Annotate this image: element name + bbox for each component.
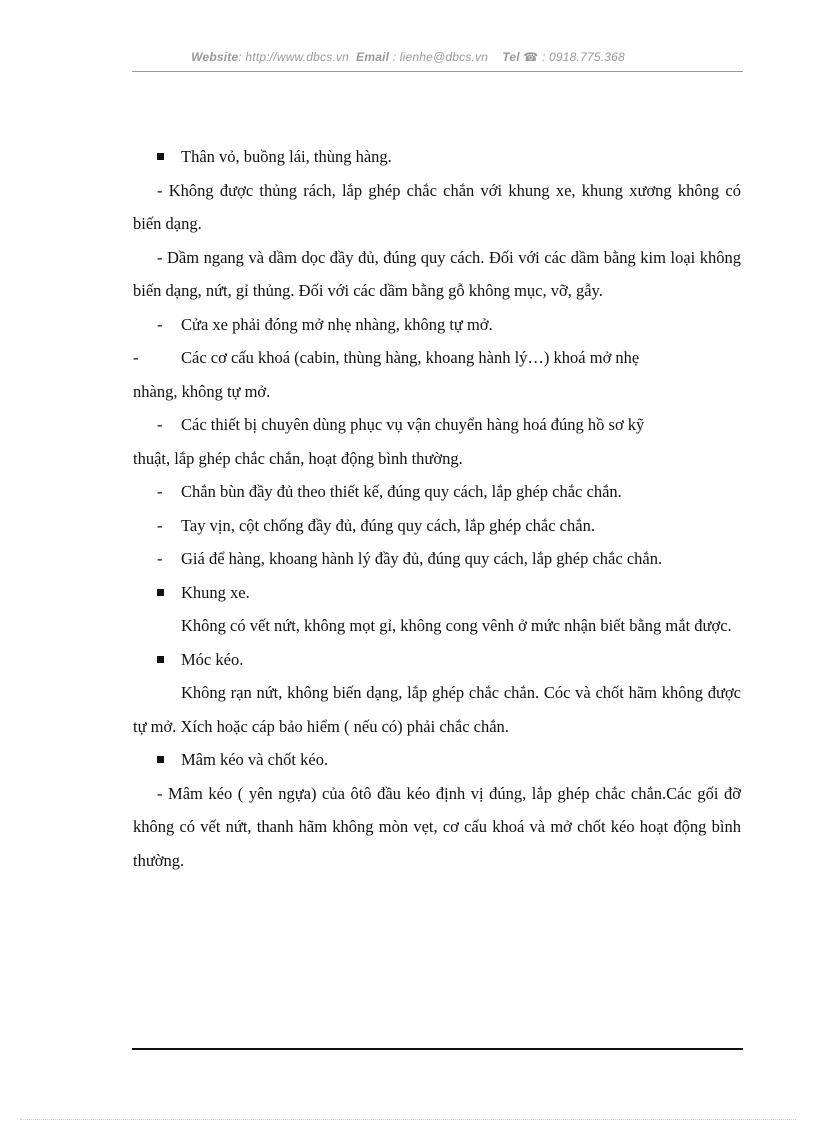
website-label: Website xyxy=(191,50,239,64)
square-bullet-icon xyxy=(157,153,164,160)
list-item: - Giá để hàng, khoang hành lý đầy đủ, đúng quy cách, lắp ghép chắc chắn. xyxy=(133,542,741,576)
list-item: - Cửa xe phải đóng mở nhẹ nhàng, không tự mở. xyxy=(133,308,741,342)
dash-marker: - xyxy=(157,549,163,568)
list-item-continuation: thuật, lắp ghép chắc chắn, hoạt động bình thường. xyxy=(133,448,463,468)
dash-marker: - xyxy=(157,515,163,535)
paragraph: - Không được thủng rách, lắp ghép chắc chắn với khung xe, khung xương không có biến dạng. xyxy=(133,180,741,233)
website-value: : http://www.dbcs.vn xyxy=(238,50,350,64)
tel-value: ☎ : 0918.775.368 xyxy=(519,50,625,64)
tel-label: Tel xyxy=(502,50,520,64)
list-item: - Các thiết bị chuyên dùng phục vụ vận chuyển hàng hoá đúng hồ sơ kỹ xyxy=(133,408,741,442)
list-item-continuation: nhàng, không tự mở. xyxy=(133,381,271,401)
dash-marker: - xyxy=(133,348,139,367)
list-item: - Các cơ cấu khoá (cabin, thùng hàng, khoang hành lý…) khoá mở nhẹ xyxy=(133,341,741,375)
page-header xyxy=(0,50,816,64)
footer-rule xyxy=(132,1048,743,1050)
paragraph: - Mâm kéo ( yên ngựa) của ôtô đầu kéo định vị đúng, lắp ghép chắc chắn.Các gối đỡ không có vết nứt, thanh hãm không mòn vẹt, cơ cấu khoá và mở chốt kéo hoạt động bình thường. xyxy=(133,783,741,870)
section-heading-fifth-wheel: Mâm kéo và chốt kéo. xyxy=(133,743,741,777)
email-value: : lienhe@dbcs.vn xyxy=(389,50,489,64)
list-item: - Chắn bùn đầy đủ theo thiết kế, đúng quy cách, lắp ghép chắc chắn. xyxy=(133,475,741,509)
square-bullet-icon xyxy=(157,589,164,596)
section-heading-frame: Khung xe. xyxy=(133,576,741,610)
header-rule xyxy=(132,71,743,72)
section-heading-hitch: Móc kéo. xyxy=(133,643,741,677)
document-body xyxy=(133,140,741,877)
square-bullet-icon xyxy=(157,756,164,763)
section-heading-body: Thân vỏ, buồng lái, thùng hàng. xyxy=(133,140,741,174)
dash-marker: - xyxy=(157,482,163,501)
paragraph: Không rạn nứt, không biến dạng, lắp ghép chắc chắn. Cóc và chốt hãm không được tự mở. Xích hoặc cáp bảo hiểm ( nếu có) phải chắc chắn. xyxy=(133,683,741,736)
dash-marker: - xyxy=(157,415,163,434)
dash-marker: - xyxy=(157,314,163,334)
paragraph: Không có vết nứt, không mọt gỉ, không cong vênh ở mức nhận biết bằng mắt được. xyxy=(181,616,732,635)
page-edge-divider xyxy=(20,1119,796,1120)
paragraph: - Dầm ngang và dầm dọc đầy đủ, đúng quy cách. Đối với các dầm bằng kim loại không biến dạng, nứt, gỉ thủng. Đối với các dầm bằng gỗ không mục, vỡ, gẫy. xyxy=(133,247,741,300)
email-label: Email xyxy=(356,50,390,64)
list-item: - Tay vịn, cột chống đầy đủ, đúng quy cách, lắp ghép chắc chắn. xyxy=(133,509,741,543)
square-bullet-icon xyxy=(157,656,164,663)
